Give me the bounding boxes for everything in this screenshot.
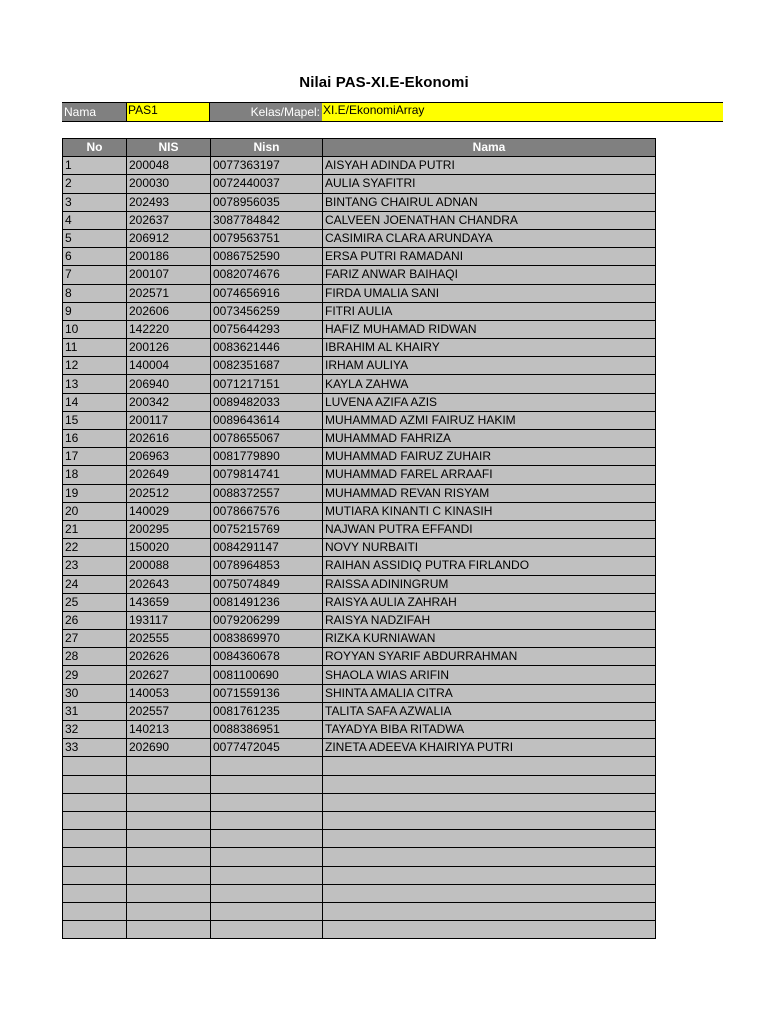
- cell-nis[interactable]: 200048: [127, 157, 211, 175]
- table-row: [63, 248, 656, 266]
- column-header-nis[interactable]: NIS: [127, 139, 211, 157]
- cell-nis[interactable]: 200117: [127, 411, 211, 429]
- table-row: [63, 630, 656, 648]
- table-row: [63, 284, 656, 302]
- table-row: [63, 721, 656, 739]
- cell-nisn[interactable]: 0079563751: [211, 229, 323, 247]
- nama-value-cell[interactable]: PAS1: [126, 103, 210, 121]
- cell-no[interactable]: [63, 902, 127, 920]
- cell-nama[interactable]: RAISYA NADZIFAH: [323, 611, 656, 629]
- cell-nis[interactable]: 206912: [127, 229, 211, 247]
- cell-no[interactable]: 16: [63, 430, 127, 448]
- table-row: [63, 520, 656, 538]
- cell-nama[interactable]: LUVENA AZIFA AZIS: [323, 393, 656, 411]
- cell-no[interactable]: [63, 757, 127, 775]
- table-row: [63, 157, 656, 175]
- cell-no[interactable]: 6: [63, 248, 127, 266]
- table-row: [63, 375, 656, 393]
- cell-nisn[interactable]: [211, 793, 323, 811]
- cell-nisn[interactable]: 0083621446: [211, 339, 323, 357]
- cell-nisn[interactable]: 0078956035: [211, 193, 323, 211]
- cell-nama[interactable]: [323, 921, 656, 939]
- cell-nisn[interactable]: [211, 775, 323, 793]
- cell-no[interactable]: [63, 775, 127, 793]
- cell-nisn[interactable]: 0072440037: [211, 175, 323, 193]
- cell-no[interactable]: [63, 921, 127, 939]
- cell-nisn[interactable]: 0071559136: [211, 684, 323, 702]
- cell-nama[interactable]: NOVY NURBAITI: [323, 539, 656, 557]
- cell-nisn[interactable]: 0071217151: [211, 375, 323, 393]
- cell-nama[interactable]: SHINTA AMALIA CITRA: [323, 684, 656, 702]
- cell-nis[interactable]: 200088: [127, 557, 211, 575]
- cell-nis[interactable]: [127, 866, 211, 884]
- cell-no[interactable]: 13: [63, 375, 127, 393]
- cell-nisn[interactable]: 0088386951: [211, 721, 323, 739]
- cell-nis[interactable]: [127, 775, 211, 793]
- cell-nama[interactable]: RAISSA ADININGRUM: [323, 575, 656, 593]
- cell-nis[interactable]: 202555: [127, 630, 211, 648]
- cell-nisn[interactable]: 0075644293: [211, 320, 323, 338]
- cell-nisn[interactable]: 0083869970: [211, 630, 323, 648]
- cell-nisn[interactable]: 0079206299: [211, 611, 323, 629]
- cell-nisn[interactable]: 0075215769: [211, 520, 323, 538]
- cell-nisn[interactable]: 0075074849: [211, 575, 323, 593]
- cell-nisn[interactable]: 0077472045: [211, 739, 323, 757]
- cell-nis[interactable]: 202616: [127, 430, 211, 448]
- cell-no[interactable]: 15: [63, 411, 127, 429]
- cell-nis[interactable]: 202557: [127, 702, 211, 720]
- cell-nama[interactable]: NAJWAN PUTRA EFFANDI: [323, 520, 656, 538]
- cell-nis[interactable]: 202649: [127, 466, 211, 484]
- cell-nisn[interactable]: 0074656916: [211, 284, 323, 302]
- cell-nisn[interactable]: 0088372557: [211, 484, 323, 502]
- cell-nisn[interactable]: 0078667576: [211, 502, 323, 520]
- cell-nis[interactable]: 202627: [127, 666, 211, 684]
- cell-no[interactable]: 23: [63, 557, 127, 575]
- cell-nis[interactable]: 202626: [127, 648, 211, 666]
- cell-nisn[interactable]: 0082351687: [211, 357, 323, 375]
- cell-nis[interactable]: 150020: [127, 539, 211, 557]
- cell-nama[interactable]: [323, 775, 656, 793]
- table-row: [63, 175, 656, 193]
- cell-nisn[interactable]: 0078964853: [211, 557, 323, 575]
- cell-no[interactable]: 28: [63, 648, 127, 666]
- cell-nis[interactable]: 140053: [127, 684, 211, 702]
- table-row: [63, 557, 656, 575]
- cell-nis[interactable]: [127, 884, 211, 902]
- cell-nis[interactable]: 200342: [127, 393, 211, 411]
- table-row: [63, 902, 656, 920]
- cell-no[interactable]: 32: [63, 721, 127, 739]
- cell-nama[interactable]: ROYYAN SYARIF ABDURRAHMAN: [323, 648, 656, 666]
- cell-nisn[interactable]: 3087784842: [211, 211, 323, 229]
- table-row: [63, 302, 656, 320]
- table-row: [63, 848, 656, 866]
- table-row: [63, 448, 656, 466]
- cell-nisn[interactable]: 0079814741: [211, 466, 323, 484]
- cell-nis[interactable]: 200030: [127, 175, 211, 193]
- cell-nama[interactable]: MUHAMMAD FAREL ARRAAFI: [323, 466, 656, 484]
- cell-no[interactable]: 26: [63, 611, 127, 629]
- cell-nisn[interactable]: 0077363197: [211, 157, 323, 175]
- table-row: [63, 648, 656, 666]
- cell-nis[interactable]: 202493: [127, 193, 211, 211]
- cell-no[interactable]: 11: [63, 339, 127, 357]
- table-row: [63, 611, 656, 629]
- table-row: [63, 193, 656, 211]
- table-row: [63, 684, 656, 702]
- table-row: [63, 793, 656, 811]
- table-row: [63, 575, 656, 593]
- cell-nisn[interactable]: [211, 902, 323, 920]
- cell-nama[interactable]: CALVEEN JOENATHAN CHANDRA: [323, 211, 656, 229]
- cell-nama[interactable]: AULIA SYAFITRI: [323, 175, 656, 193]
- table-row: [63, 757, 656, 775]
- cell-nis[interactable]: [127, 921, 211, 939]
- column-header-nisn[interactable]: Nisn: [211, 139, 323, 157]
- cell-nama[interactable]: MUHAMMAD FAIRUZ ZUHAIR: [323, 448, 656, 466]
- cell-nis[interactable]: 202690: [127, 739, 211, 757]
- table-row: [63, 339, 656, 357]
- cell-nis[interactable]: [127, 793, 211, 811]
- cell-nama[interactable]: MUTIARA KINANTI C KINASIH: [323, 502, 656, 520]
- cell-no[interactable]: [63, 830, 127, 848]
- cell-nisn[interactable]: 0084360678: [211, 648, 323, 666]
- cell-nama[interactable]: RAISYA AULIA ZAHRAH: [323, 593, 656, 611]
- cell-nama[interactable]: ZINETA ADEEVA KHAIRIYA PUTRI: [323, 739, 656, 757]
- cell-nama[interactable]: RIZKA KURNIAWAN: [323, 630, 656, 648]
- cell-nama[interactable]: IBRAHIM AL KHAIRY: [323, 339, 656, 357]
- cell-nis[interactable]: 143659: [127, 593, 211, 611]
- cell-nis[interactable]: 140029: [127, 502, 211, 520]
- cell-nisn[interactable]: 0082074676: [211, 266, 323, 284]
- cell-no[interactable]: 14: [63, 393, 127, 411]
- cell-nisn[interactable]: 0081491236: [211, 593, 323, 611]
- cell-no[interactable]: 29: [63, 666, 127, 684]
- cell-nis[interactable]: 206940: [127, 375, 211, 393]
- cell-nama[interactable]: [323, 884, 656, 902]
- cell-no[interactable]: 10: [63, 320, 127, 338]
- cell-no[interactable]: 25: [63, 593, 127, 611]
- cell-nisn[interactable]: [211, 830, 323, 848]
- cell-nama[interactable]: FIRDA UMALIA SANI: [323, 284, 656, 302]
- table-row: [63, 884, 656, 902]
- cell-no[interactable]: 19: [63, 484, 127, 502]
- cell-nis[interactable]: 140004: [127, 357, 211, 375]
- table-row: [63, 666, 656, 684]
- cell-no[interactable]: [63, 866, 127, 884]
- table-row: [63, 702, 656, 720]
- cell-nisn[interactable]: 0089643614: [211, 411, 323, 429]
- sheet-title: Nilai PAS-XI.E-Ekonomi: [299, 74, 469, 91]
- cell-nis[interactable]: 202606: [127, 302, 211, 320]
- table-row: [63, 266, 656, 284]
- kelas-value-cell[interactable]: XI.E/EkonomiArray: [322, 103, 723, 121]
- cell-nama[interactable]: [323, 902, 656, 920]
- cell-nama[interactable]: IRHAM AULIYA: [323, 357, 656, 375]
- column-header-nama[interactable]: Nama: [323, 139, 656, 157]
- cell-nisn[interactable]: [211, 866, 323, 884]
- nama-label: Nama: [62, 103, 126, 121]
- cell-no[interactable]: 4: [63, 211, 127, 229]
- cell-nama[interactable]: FARIZ ANWAR BAIHAQI: [323, 266, 656, 284]
- table-row: [63, 466, 656, 484]
- cell-no[interactable]: 18: [63, 466, 127, 484]
- cell-no[interactable]: 20: [63, 502, 127, 520]
- cell-nis[interactable]: [127, 757, 211, 775]
- cell-nis[interactable]: 200107: [127, 266, 211, 284]
- table-row: [63, 593, 656, 611]
- cell-no[interactable]: 7: [63, 266, 127, 284]
- cell-nis[interactable]: [127, 902, 211, 920]
- cell-nama[interactable]: CASIMIRA CLARA ARUNDAYA: [323, 229, 656, 247]
- table-row: [63, 229, 656, 247]
- cell-no[interactable]: 27: [63, 630, 127, 648]
- cell-no[interactable]: 24: [63, 575, 127, 593]
- cell-nis[interactable]: 200126: [127, 339, 211, 357]
- cell-nama[interactable]: HAFIZ MUHAMAD RIDWAN: [323, 320, 656, 338]
- student-table: [62, 138, 656, 939]
- table-row: [63, 866, 656, 884]
- cell-nama[interactable]: [323, 866, 656, 884]
- cell-nama[interactable]: SHAOLA WIAS ARIFIN: [323, 666, 656, 684]
- cell-nisn[interactable]: [211, 848, 323, 866]
- table-row: [63, 921, 656, 939]
- cell-nama[interactable]: FITRI AULIA: [323, 302, 656, 320]
- cell-nis[interactable]: 142220: [127, 320, 211, 338]
- cell-nisn[interactable]: [211, 811, 323, 829]
- cell-nisn[interactable]: 0081100690: [211, 666, 323, 684]
- table-row: [63, 539, 656, 557]
- cell-no[interactable]: [63, 811, 127, 829]
- table-row: [63, 830, 656, 848]
- info-header-row: [62, 102, 723, 122]
- cell-no[interactable]: 17: [63, 448, 127, 466]
- cell-nis[interactable]: 200186: [127, 248, 211, 266]
- cell-nama[interactable]: [323, 793, 656, 811]
- cell-nama[interactable]: [323, 757, 656, 775]
- cell-no[interactable]: 9: [63, 302, 127, 320]
- table-row: [63, 357, 656, 375]
- cell-nis[interactable]: [127, 830, 211, 848]
- cell-nama[interactable]: ERSA PUTRI RAMADANI: [323, 248, 656, 266]
- cell-no[interactable]: 2: [63, 175, 127, 193]
- cell-nisn[interactable]: 0084291147: [211, 539, 323, 557]
- cell-nis[interactable]: 140213: [127, 721, 211, 739]
- table-row: [63, 211, 656, 229]
- cell-nisn[interactable]: 0086752590: [211, 248, 323, 266]
- table-header-row: [63, 139, 656, 157]
- cell-nisn[interactable]: 0078655067: [211, 430, 323, 448]
- cell-nisn[interactable]: [211, 884, 323, 902]
- cell-no[interactable]: 31: [63, 702, 127, 720]
- cell-no[interactable]: 5: [63, 229, 127, 247]
- cell-nisn[interactable]: 0073456259: [211, 302, 323, 320]
- cell-nama[interactable]: [323, 811, 656, 829]
- cell-nama[interactable]: [323, 848, 656, 866]
- cell-no[interactable]: [63, 884, 127, 902]
- cell-nis[interactable]: 202643: [127, 575, 211, 593]
- cell-nis[interactable]: [127, 811, 211, 829]
- cell-nis[interactable]: 202512: [127, 484, 211, 502]
- table-row: [63, 430, 656, 448]
- cell-nis[interactable]: 200295: [127, 520, 211, 538]
- cell-no[interactable]: 33: [63, 739, 127, 757]
- cell-nis[interactable]: [127, 848, 211, 866]
- cell-no[interactable]: 30: [63, 684, 127, 702]
- cell-nama[interactable]: [323, 830, 656, 848]
- cell-nama[interactable]: KAYLA ZAHWA: [323, 375, 656, 393]
- cell-no[interactable]: 3: [63, 193, 127, 211]
- cell-no[interactable]: 1: [63, 157, 127, 175]
- column-header-no[interactable]: No: [63, 139, 127, 157]
- cell-nama[interactable]: RAIHAN ASSIDIQ PUTRA FIRLANDO: [323, 557, 656, 575]
- cell-no[interactable]: 21: [63, 520, 127, 538]
- cell-nama[interactable]: MUHAMMAD REVAN RISYAM: [323, 484, 656, 502]
- cell-no[interactable]: 22: [63, 539, 127, 557]
- cell-nama[interactable]: TAYADYA BIBA RITADWA: [323, 721, 656, 739]
- cell-nama[interactable]: TALITA SAFA AZWALIA: [323, 702, 656, 720]
- table-row: [63, 739, 656, 757]
- table-row: [63, 411, 656, 429]
- kelas-label: Kelas/Mapel:: [210, 103, 322, 121]
- table-row: [63, 393, 656, 411]
- cell-nisn[interactable]: 0089482033: [211, 393, 323, 411]
- cell-no[interactable]: [63, 793, 127, 811]
- table-row: [63, 775, 656, 793]
- cell-nisn[interactable]: [211, 921, 323, 939]
- table-row: [63, 811, 656, 829]
- cell-nis[interactable]: 202637: [127, 211, 211, 229]
- cell-nisn[interactable]: [211, 757, 323, 775]
- cell-nis[interactable]: 206963: [127, 448, 211, 466]
- cell-nis[interactable]: 202571: [127, 284, 211, 302]
- cell-nisn[interactable]: 0081779890: [211, 448, 323, 466]
- cell-nama[interactable]: BINTANG CHAIRUL ADNAN: [323, 193, 656, 211]
- table-row: [63, 320, 656, 338]
- cell-no[interactable]: 12: [63, 357, 127, 375]
- table-row: [63, 484, 656, 502]
- cell-nisn[interactable]: 0081761235: [211, 702, 323, 720]
- cell-nama[interactable]: MUHAMMAD AZMI FAIRUZ HAKIM: [323, 411, 656, 429]
- cell-nama[interactable]: AISYAH ADINDA PUTRI: [323, 157, 656, 175]
- cell-nis[interactable]: 193117: [127, 611, 211, 629]
- table-row: [63, 502, 656, 520]
- cell-no[interactable]: [63, 848, 127, 866]
- cell-nama[interactable]: MUHAMMAD FAHRIZA: [323, 430, 656, 448]
- cell-no[interactable]: 8: [63, 284, 127, 302]
